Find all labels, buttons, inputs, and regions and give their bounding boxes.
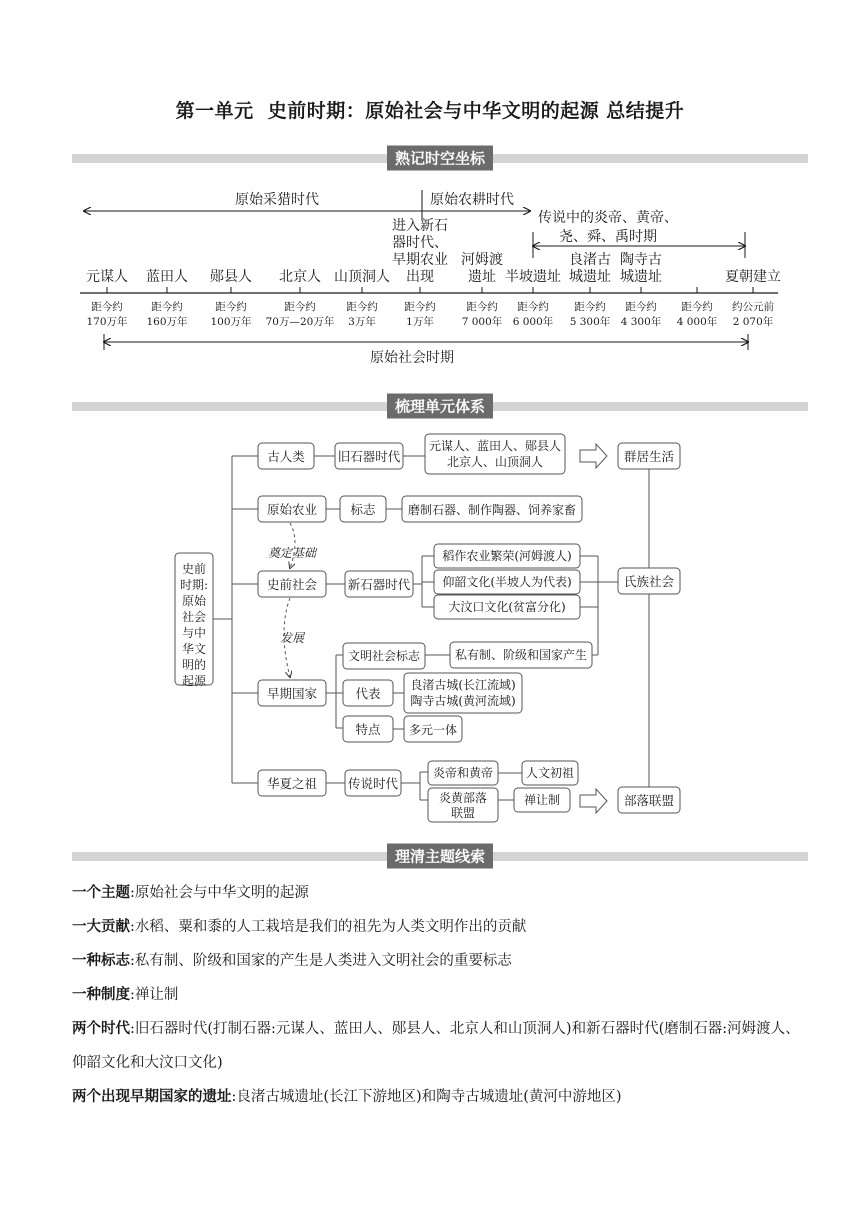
timeline-site-date: 7 000年 (461, 316, 503, 328)
section-heading-timeline: 熟记时空坐标 (387, 146, 493, 171)
node-early-humans-line2: 北京人、山顶洞人 (446, 455, 544, 469)
summary-item (72, 910, 812, 944)
section-heading-threads: 理清主题线索 (387, 844, 493, 869)
legend-period-line1: 传说中的炎帝、黄帝、 (538, 210, 678, 226)
timeline-site-name: 北京人 (279, 269, 321, 285)
node-civilization-detail: 私有制、阶级和国家产生 (454, 648, 588, 662)
timeline-site-name: 蓝田人 (146, 269, 188, 285)
root-text-2: 时期: (179, 578, 209, 592)
node-yangshao: 仰韶文化(半坡人为代表) (442, 575, 572, 589)
root-text-5: 与中 (181, 626, 207, 640)
timeline-site-name: 城遗址 (569, 269, 611, 285)
timeline-site-date: 距今约 (681, 301, 713, 313)
node-taosi: 陶寺古城(黄河流域) (410, 694, 516, 708)
node-civilization-sign: 文明社会标志 (347, 649, 421, 663)
link-foundation: 奠定基础 (267, 546, 317, 560)
timeline-site-date: 距今约 (215, 301, 247, 313)
node-tribal-alliance-line2: 联盟 (450, 806, 476, 820)
node-early-humans-line1: 元谋人、蓝田人、郧县人 (428, 439, 562, 453)
unit-title: 史前时期：原始社会与中华文明的起源 总结提升 (267, 100, 685, 122)
era-hunting-label: 原始采猎时代 (235, 192, 319, 208)
summary-text: :原始社会与中华文明的起源 (130, 885, 309, 901)
node-features: 特点 (355, 722, 381, 737)
timeline-site-name: 器时代、 (392, 235, 448, 251)
timeline-site-name: 夏朝建立 (725, 269, 781, 285)
timeline-site-date: 100万年 (210, 316, 252, 328)
node-legendary-era: 传说时代 (347, 776, 399, 791)
timeline-site-date: 2 070年 (732, 316, 774, 328)
node-tribal-alliance-line1: 炎黄部落 (438, 791, 488, 805)
timeline-site-name: 城遗址 (620, 269, 662, 285)
root-text-6: 华文 (181, 642, 207, 656)
node-ancient-humans: 古人类 (267, 449, 305, 464)
timeline-site-name: 早期农业 (392, 252, 448, 268)
timeline-site-date: 4 000年 (676, 316, 718, 328)
section-heading-system: 梳理单元体系 (387, 394, 493, 419)
node-agri-sign: 标志 (350, 502, 376, 517)
timeline-site-date: 170万年 (86, 316, 128, 328)
node-pluralistic-unity: 多元一体 (408, 723, 458, 737)
summary-label: 两个时代 (72, 1021, 130, 1037)
timeline-site-date: 约公元前 (732, 301, 774, 313)
node-representatives: 代表 (355, 686, 381, 701)
summary-text: :禅让制 (130, 987, 179, 1003)
timeline-site-name: 河姆渡 (461, 252, 503, 268)
root-text-8: 起源 (181, 674, 207, 688)
timeline-site-date: 距今约 (151, 301, 183, 313)
link-development: 发展 (279, 631, 305, 645)
timeline-site-date: 距今约 (284, 301, 316, 313)
summary-item (72, 1012, 812, 1080)
summary-label: 一种标志 (72, 953, 130, 969)
timeline-site-date: 距今约 (91, 301, 123, 313)
summary-item (72, 876, 812, 910)
root-text-4: 社会 (181, 610, 207, 624)
timeline-site-date: 4 300年 (620, 316, 662, 328)
era-farming-label: 原始农耕时代 (430, 192, 514, 208)
summary-text: :水稻、粟和黍的人工栽培是我们的祖先为人类文明作出的贡献 (130, 919, 527, 935)
summary-label: 一个主题 (72, 885, 130, 901)
timeline-site-name: 陶寺古 (620, 252, 662, 268)
node-yan-huang: 炎帝和黄帝 (432, 766, 494, 780)
root-text-1: 史前 (181, 562, 207, 576)
summary-text: :私有制、阶级和国家的产生是人类进入文明社会的重要标志 (130, 953, 512, 969)
node-agri-detail: 磨制石器、制作陶器、饲养家畜 (407, 503, 577, 517)
summary-text: :良渚古城遗址(长江下游地区)和陶寺古城遗址(黄河中游地区) (231, 1089, 622, 1105)
timeline-site-name: 元谋人 (86, 269, 128, 285)
timeline-site-name: 遗址 (468, 269, 496, 285)
node-rice-farming: 稻作农业繁荣(河姆渡人) (442, 549, 572, 563)
node-dawenkou: 大汶口文化(贫富分化) (448, 600, 566, 614)
node-abdication-system: 禅让制 (523, 793, 561, 807)
primitive-period-label: 原始社会时期 (370, 350, 454, 366)
timeline-site-date: 距今约 (346, 301, 378, 313)
node-early-states: 早期国家 (266, 686, 318, 701)
root-text-3: 原始 (181, 594, 207, 608)
timeline-site-name: 郧县人 (210, 269, 252, 285)
timeline-site-date: 距今约 (625, 301, 657, 313)
timeline-site-date: 70万—20万年 (265, 316, 335, 328)
summary-label: 一大贡献 (72, 919, 130, 935)
timeline-site-name: 山顶洞人 (334, 269, 390, 285)
summary-item (72, 978, 812, 1012)
node-primitive-agriculture: 原始农业 (266, 502, 318, 517)
timeline-site-name: 进入新石 (392, 218, 448, 234)
unit-label: 第一单元 (175, 100, 254, 122)
node-paleolithic: 旧石器时代 (337, 449, 401, 464)
node-liangzhu: 良渚古城(长江流域) (410, 678, 516, 692)
timeline-site-date: 距今约 (517, 301, 549, 313)
timeline-site-name: 出现 (406, 269, 434, 285)
timeline-site-date: 6 000年 (512, 316, 554, 328)
timeline-site-date: 1万年 (406, 316, 434, 328)
timeline-site-date: 距今约 (574, 301, 606, 313)
node-prehistoric-society: 史前社会 (266, 577, 318, 592)
summary-list (72, 876, 812, 1114)
root-text-7: 明的 (181, 658, 207, 672)
node-clan-society: 氏族社会 (623, 574, 675, 589)
timeline-site-name: 良渚古 (569, 252, 611, 268)
legend-period-line2: 尧、舜、禹时期 (559, 229, 657, 245)
node-tribal-confederation: 部落联盟 (623, 793, 675, 808)
node-cultural-ancestors: 人文初祖 (525, 766, 575, 780)
summary-label: 两个出现早期国家的遗址 (72, 1089, 232, 1105)
node-neolithic: 新石器时代 (347, 577, 411, 592)
node-huaxia-ancestors: 华夏之祖 (266, 776, 318, 791)
summary-text: :旧石器时代(打制石器:元谋人、蓝田人、郧县人、北京人和山顶洞人)和新石器时代(磨制石器:河姆渡人、仰韶文化和大汶口文化) (72, 1021, 800, 1071)
node-group-living: 群居生活 (623, 449, 675, 464)
timeline-site-date: 160万年 (146, 316, 188, 328)
summary-label: 一种制度 (72, 987, 130, 1003)
timeline-site-date: 5 300年 (569, 316, 611, 328)
summary-item (72, 944, 812, 978)
timeline-site-name: 半坡遗址 (505, 269, 561, 285)
summary-item (72, 1080, 812, 1114)
timeline-site-date: 3万年 (348, 316, 376, 328)
timeline-site-date: 距今约 (404, 301, 436, 313)
timeline-site-date: 距今约 (466, 301, 498, 313)
